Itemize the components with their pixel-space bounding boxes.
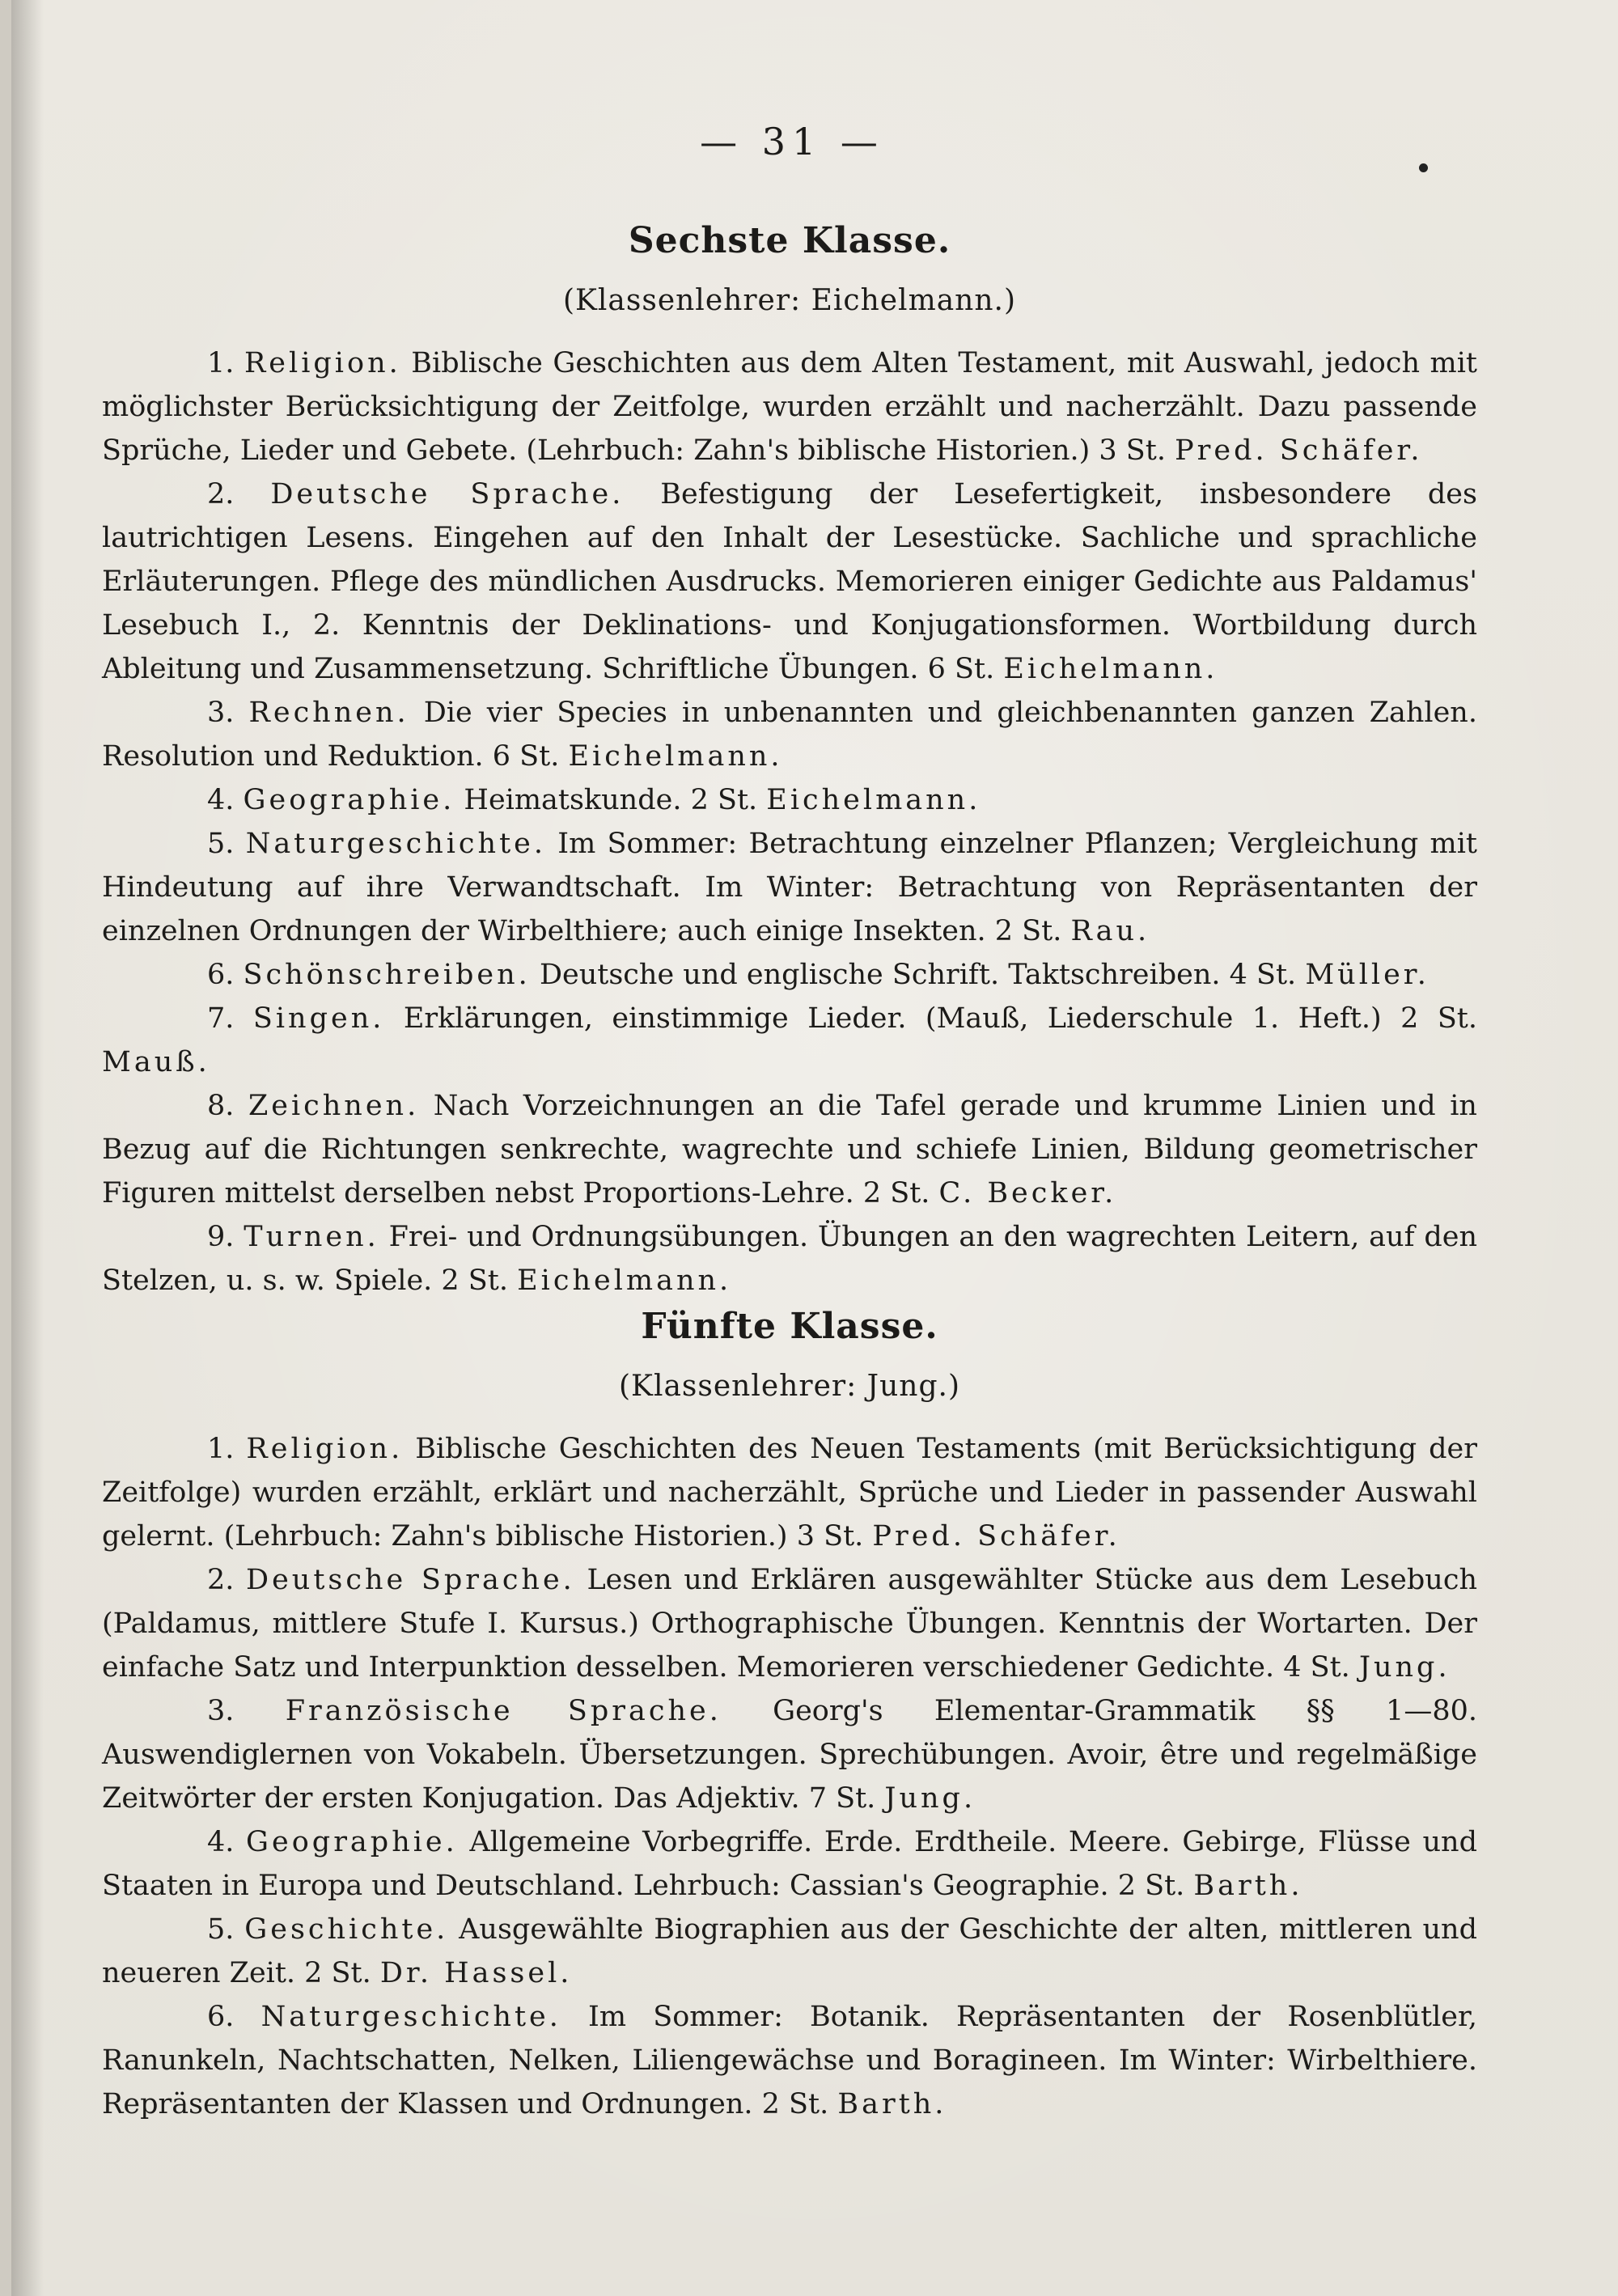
item-text: Georg's Elementar-Grammatik §§ 1—80. Auswendiglernen von Vokabeln. Übersetzungen. Sprechübungen. Avoir, être und regelmäßige Zeitwörter der ersten Konjugation. Das Adjektiv. 7 St. — [102, 1695, 1477, 1815]
item-teacher: Barth. — [837, 2088, 947, 2120]
item-number: 8. — [207, 1090, 235, 1122]
item-text: Im Sommer: Botanik. Repräsentanten der Rosenblütler, Ranunkeln, Nachtschatten, Nelken, Liliengewächse und Boragineen. Im Winter: Wirbelthiere. Repräsentanten der Klassen und Ordnungen. 2 St. — [102, 2001, 1477, 2120]
subject-name: Singen. — [252, 1002, 385, 1035]
item-teacher: Eichelmann. — [1003, 653, 1218, 685]
item-text: Nach Vorzeichnungen an die Tafel gerade und krumme Linien und in Bezug auf die Richtungen senkrechte, wagrechte und schiefe Linien, Bildung geometrischer Figuren mittelst derselben nebst Proportions-Lehre. 2 St. — [102, 1090, 1477, 1209]
subject-name: Zeichnen. — [248, 1090, 420, 1122]
subject-name: Französische Sprache. — [285, 1695, 722, 1727]
item-number: 6. — [207, 959, 235, 991]
subject-item — [102, 997, 1477, 1084]
item-text: Allgemeine Vorbegriffe. Erde. Erdtheile. Meere. Gebirge, Flüsse und Staaten in Europa und Deutschland. Lehrbuch: Cassian's Geographie. 2 St. — [102, 1826, 1477, 1902]
item-text: Ausgewählte Biographien aus der Geschichte der alten, mittleren und neueren Zeit. 2 St. — [102, 1913, 1477, 1989]
item-teacher: Barth. — [1193, 1870, 1303, 1902]
item-text: Befestigung der Lesefertigkeit, insbesondere des lautrichtigen Lesens. Eingehen auf den Inhalt der Lesestücke. Sachliche und sprachliche Erläuterungen. Pflege des mündlichen Ausdrucks. Memorieren einiger Gedichte aus Paldamus' Lesebuch I., 2. Kenntnis der Deklinations- und Konjugationsformen. Wortbildung durch Ableitung und Zusammensetzung. Schriftliche Übungen. 6 St. — [102, 478, 1477, 685]
page-spine-shadow — [11, 0, 44, 2296]
subject-item — [102, 691, 1477, 778]
subject-name: Geographie. — [243, 784, 455, 816]
item-text: Heimatskunde. 2 St. — [464, 784, 758, 816]
subject-name: Rechnen. — [248, 697, 409, 729]
item-number: 5. — [207, 1913, 235, 1946]
item-number: 3. — [207, 1695, 235, 1727]
item-text: Im Sommer: Betrachtung einzelner Pflanzen; Vergleichung mit Hindeutung auf ihre Verwandtschaft. Im Winter: Betrachtung von Repräsentanten der einzelnen Ordnungen der Wirbelthiere; auch einige Insekten. 2 St. — [102, 828, 1477, 947]
item-number: 4. — [207, 1826, 235, 1858]
item-teacher: Jung. — [884, 1782, 976, 1815]
item-teacher: Mauß. — [102, 1046, 210, 1078]
page-number: — 31 — — [700, 120, 884, 163]
item-number: 3. — [207, 697, 235, 729]
item-number: 2. — [207, 478, 235, 510]
item-teacher: Eichelmann. — [568, 740, 783, 773]
ink-dot-mark — [1419, 163, 1428, 172]
item-teacher: C. Becker. — [938, 1177, 1117, 1209]
subject-item — [102, 953, 1477, 997]
subject-name: Religion. — [246, 1433, 404, 1465]
section-fuenfte-klasse — [102, 1306, 1477, 2126]
subject-item — [102, 1995, 1477, 2126]
subject-item — [102, 1084, 1477, 1215]
class-teacher-line: (Klassenlehrer: Jung.) — [619, 1370, 960, 1403]
item-number: 7. — [207, 1002, 235, 1035]
item-text: Lesen und Erklären ausgewählter Stücke aus dem Lesebuch (Paldamus, mittlere Stufe I. Kursus.) Orthographische Übungen. Kenntnis der Wortarten. Der einfache Satz und Interpunktion desselben. Memorieren verschiedener Gedichte. 4 St. — [102, 1564, 1477, 1684]
subject-list — [102, 341, 1477, 1303]
subject-item — [102, 1427, 1477, 1558]
subject-item — [102, 822, 1477, 953]
item-number: 1. — [207, 1433, 235, 1465]
item-text: Die vier Species in unbenannten und gleichbenannten ganzen Zahlen. Resolution und Reduktion. 6 St. — [102, 697, 1477, 773]
class-title: Fünfte Klasse. — [641, 1306, 938, 1347]
subject-list — [102, 1427, 1477, 2126]
item-number: 6. — [207, 2001, 235, 2033]
item-text: Erklärungen, einstimmige Lieder. (Mauß, Liederschule 1. Heft.) 2 St. — [403, 1002, 1477, 1035]
item-teacher: Dr. Hassel. — [379, 1957, 573, 1989]
item-teacher: Jung. — [1358, 1651, 1451, 1684]
item-teacher: Eichelmann. — [517, 1264, 732, 1297]
class-title: Sechste Klasse. — [628, 220, 951, 261]
item-teacher: Rau. — [1070, 915, 1150, 947]
item-teacher: Pred. Schäfer. — [1175, 434, 1423, 467]
subject-item — [102, 1215, 1477, 1303]
subject-item — [102, 1558, 1477, 1689]
section-sechste-klasse — [102, 220, 1477, 1303]
item-text: Biblische Geschichten des Neuen Testaments (mit Berücksichtigung der Zeitfolge) wurden erzählt, erklärt und nacherzählt, Sprüche und Lieder in passender Auswahl gelernt. (Lehrbuch: Zahn's biblische Historien.) 3 St. — [102, 1433, 1477, 1553]
subject-name: Religion. — [244, 347, 401, 379]
item-number: 2. — [207, 1564, 235, 1596]
subject-item — [102, 1908, 1477, 1995]
item-number: 1. — [207, 347, 235, 379]
item-text: Deutsche und englische Schrift. Taktschreiben. 4 St. — [539, 959, 1297, 991]
item-number: 5. — [207, 828, 235, 860]
subject-name: Geschichte. — [244, 1913, 449, 1946]
subject-name: Schönschreiben. — [243, 959, 531, 991]
item-text: Frei- und Ordnungsübungen. Übungen an den wagrechten Leitern, auf den Stelzen, u. s. w. Spiele. 2 St. — [102, 1221, 1477, 1297]
subject-item — [102, 1820, 1477, 1908]
subject-name: Geographie. — [246, 1826, 458, 1858]
subject-item — [102, 1689, 1477, 1820]
item-text: Biblische Geschichten aus dem Alten Testament, mit Auswahl, jedoch mit möglichster Berücksichtigung der Zeitfolge, wurden erzählt und nacherzählt. Dazu passende Sprüche, Lieder und Gebete. (Lehrbuch: Zahn's biblische Historien.) 3 St. — [102, 347, 1477, 467]
item-teacher: Pred. Schäfer. — [872, 1520, 1120, 1553]
item-teacher: Müller. — [1305, 959, 1430, 991]
subject-name: Naturgeschichte. — [245, 828, 546, 860]
class-teacher-line: (Klassenlehrer: Eichelmann.) — [562, 284, 1017, 317]
subject-name: Deutsche Sprache. — [270, 478, 625, 510]
subject-item — [102, 472, 1477, 691]
item-number: 9. — [207, 1221, 235, 1253]
item-number: 4. — [207, 784, 235, 816]
subject-item — [102, 341, 1477, 472]
subject-name: Naturgeschichte. — [260, 2001, 561, 2033]
subject-name: Deutsche Sprache. — [246, 1564, 575, 1596]
subject-item — [102, 778, 1477, 822]
subject-name: Turnen. — [244, 1221, 379, 1253]
item-teacher: Eichelmann. — [766, 784, 981, 816]
